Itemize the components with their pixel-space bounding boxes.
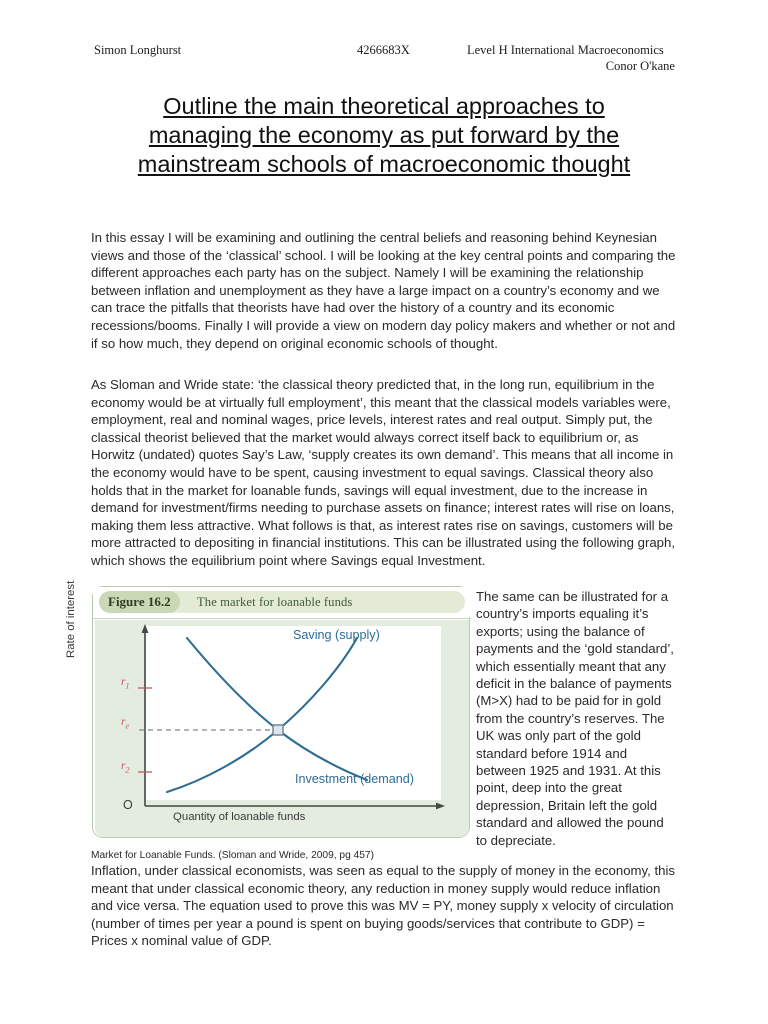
page-header: [0, 43, 768, 79]
figure-banner: [93, 587, 471, 617]
chart-ytick-re: $r_e$: [121, 716, 130, 731]
figure-loanable-funds: [65, 580, 470, 838]
figure-divider: [93, 618, 471, 619]
figure-number-label: Figure 16.2: [99, 591, 180, 613]
chart-svg: [95, 620, 469, 837]
chart-label-saving: Saving (supply): [293, 628, 380, 642]
chart-ytick-r2: $r_2$: [121, 760, 130, 775]
title-line-3: mainstream schools of macroeconomic thought: [137, 151, 631, 177]
essay-title: [84, 92, 684, 179]
chart-origin-label: O: [123, 798, 133, 812]
chart-curve-saving: [167, 638, 357, 792]
chart-x-axis-label: Quantity of loanable funds: [173, 811, 306, 823]
figure-caption-title: The market for loanable funds: [197, 594, 353, 609]
header-student-id: 4266683X: [357, 43, 410, 57]
header-module-name: Level H International Macroeconomics: [467, 43, 664, 57]
header-tutor-name: Conor O'kane: [605, 59, 675, 73]
chart-y-axis-label: Rate of interest: [65, 580, 77, 658]
figure-source-caption: Market for Loanable Funds. (Sloman and Wride, 2009, pg 457): [91, 850, 374, 861]
chart-label-investment: Investment (demand): [295, 772, 414, 786]
title-line-2: managing the economy as put forward by the: [148, 122, 620, 148]
body-paragraph-4: Inflation, under classical economists, was seen as equal to the supply of money in the economy, this meant that under classical economic theory, any reduction in money supply would reduce inflation and vice versa. The equation used to prove this was MV = PY, money supply x velocity of circulation (number of times per year a pound is spent on buying goods/services that contribute to GDP) = Prices x nominal value of GDP.: [91, 863, 675, 949]
body-paragraph-2: As Sloman and Wride state: ‘the classical theory predicted that, in the long run, equilibrium in the economy would be at virtually full employment’, this meant that the classical models variables were, employment, real and nominal wages, price levels, interest rates and real output. Simply put, the classical theorist believed that the market would always correct itself back to equilibrium or, as Horwitz (undated) quotes Say’s Law, ‘supply creates its own demand’. This means that all income in the economy would have to be spent, causing investment to equal savings. Classical theory also holds that in the market for loanable funds, savings will equal investment, due to the increase in demand for investment/firms needing to purchase assets on finance; interest rates will rise on loans, making them less attractive. What follows is that, as interest rates rise on savings, customers will be more attracted to depositing in financial institutions. This can be illustrated using the following graph, which shows the equilibrium point where Savings equal Investment.: [91, 377, 676, 568]
body-paragraph-1: In this essay I will be examining and outlining the central beliefs and reasoning behind Keynesian views and those of the ‘classical’ school. I will be looking at the key central points and comparing the different approaches each party has on the subject. Namely I will be examining the relationship between inflation and unemployment as they have a large impact on a country’s economy and we can trace the pitfalls that theorists have had over the history of a country and its economic recessions/booms. Finally I will provide a view on modern day policy makers and whether or not and if so how much, they depend on original economic schools of thought.: [91, 230, 676, 351]
body-paragraph-3-sidecolumn: The same can be illustrated for a country’s imports equaling it’s exports; using the balance of payments and the ‘gold standard’, which essentially meant that any deficit in the balance of payments (M>X) had to be paid for in gold from the country’s reserves. The UK was only part of the gold standard before 1914 and between 1925 and 1931. At this point, deep into the great depression, Britain left the gold standard and allowed the pound to depreciate.: [476, 589, 674, 848]
header-student-name: Simon Longhurst: [94, 43, 182, 57]
chart-ytick-r1: $r_1$: [121, 676, 130, 691]
chart-curve-investment: [187, 638, 367, 780]
chart-equilibrium-marker: [273, 725, 283, 735]
title-line-1: Outline the main theoretical approaches to: [163, 93, 605, 119]
